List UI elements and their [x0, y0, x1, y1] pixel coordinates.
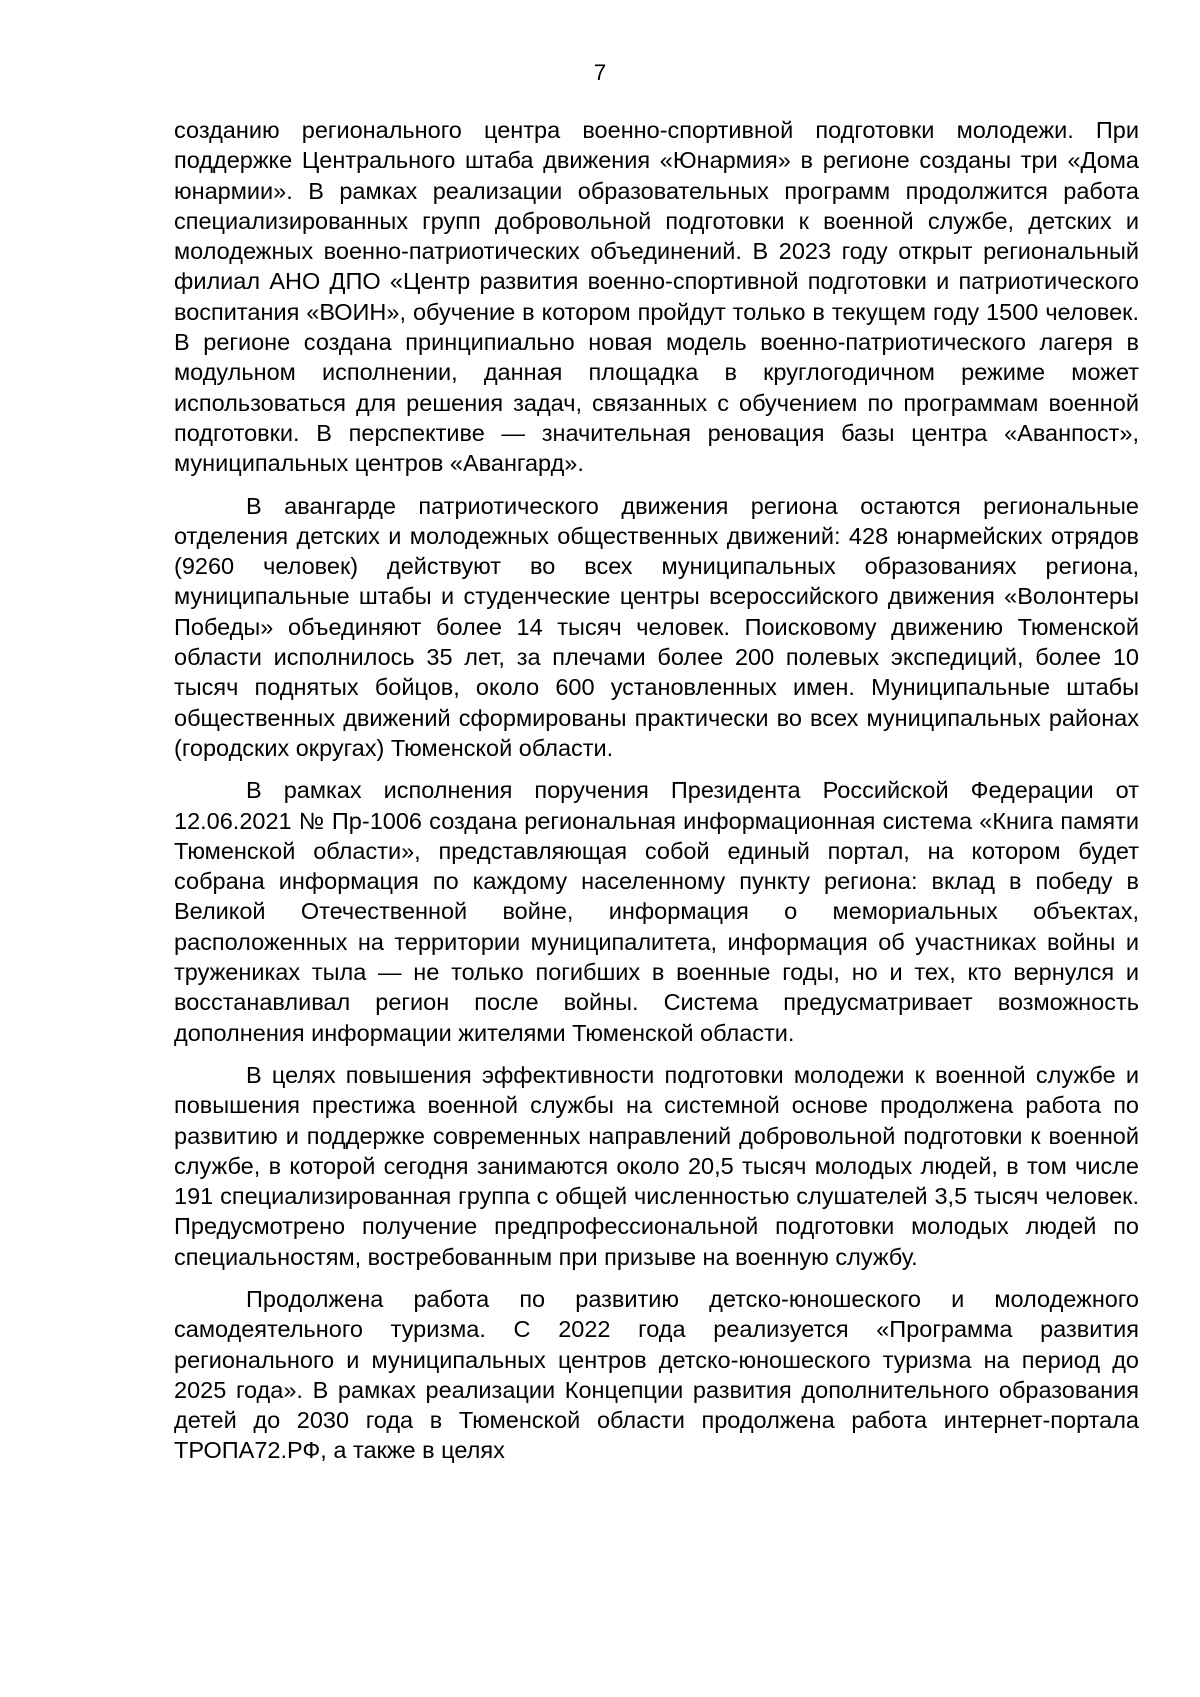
paragraph-military-training: В целях повышения эффективности подготовки молодежи к военной службе и повышения престижа военной службы на системной основе продолжена работа по развитию и поддержке современных направлений добровольной подготовки к военной службе, в которой сегодня занимаются около 20,5 тысяч молодых людей, в том числе 191 специализированная группа с общей численностью слушателей 3,5 тысяч человек. Предусмотрено получение предпрофессиональной подготовки молодых людей по специальностям, востребованным при призыве на военную службу.: [174, 1061, 1139, 1270]
paragraph-book-of-memory: В рамках исполнения поручения Президента Российской Федерации от 12.06.2021 № Пр-1006 создана региональная информационная система «Книга памяти Тюменской области», представляющая собой единый портал, на котором будет собрана информация по каждому населенному пункту региона: вклад в победу в Великой Отечественной войне, информация о мемориальных объектах, расположенных на территории муниципалитета, информация об участниках войны и тружениках тыла — не только погибших в военные годы, но и тех, кто вернулся и восстанавливал регион после войны. Система предусматривает возможность дополнения информации жителями Тюменской области.: [174, 777, 1139, 1046]
page-number: 7: [593, 60, 607, 85]
paragraph-patriotic-movement: В авангарде патриотического движения региона остаются региональные отделения детских и молодежных общественных движений: 428 юнармейских отрядов (9260 человек) действуют во всех муниципальных образованиях региона, муниципальные штабы и студенческие центры всероссийского движения «Волонтеры Победы» объединяют более 14 тысяч человек. Поисковому движению Тюменской области исполнилось 35 лет, за плечами более 200 полевых экспедиций, более 10 тысяч поднятых бойцов, около 600 установленных имен. Муниципальные штабы общественных движений сформированы практически во всех муниципальных районах (городских округах) Тюменской области.: [174, 492, 1139, 761]
paragraph-continuation: созданию регионального центра военно-спортивной подготовки молодежи. При поддержке Центрального штаба движения «Юнармия» в регионе созданы три «Дома юнармии». В рамках реализации образовательных программ продолжится работа специализированных групп добровольной подготовки к военной службе, детских и молодежных военно-патриотических объединений. В 2023 году открыт региональный филиал АНО ДПО «Центр развития военно-спортивной подготовки и патриотического воспитания «ВОИН», обучение в котором пройдут только в текущем году 1500 человек. В регионе создана принципиально новая модель военно-патриотического лагеря в модульном исполнении, данная площадка в круглогодичном режиме может использоваться для решения задач, связанных с обучением по программам военной подготовки. В перспективе — значительная реновация базы центра «Аванпост», муниципальных центров «Авангард».: [174, 117, 1139, 477]
document-body: [174, 115, 1139, 1478]
paragraph-youth-tourism: Продолжена работа по развитию детско-юношеского и молодежного самодеятельного туризма. С 2022 года реализуется «Программа развития регионального и муниципальных центров детско-юношеского туризма на период до 2025 года». В рамках реализации Концепции развития дополнительного образования детей до 2030 года в Тюменской области продолжена работа интернет-портала ТРОПА72.РФ, а также в целях: [174, 1285, 1139, 1464]
